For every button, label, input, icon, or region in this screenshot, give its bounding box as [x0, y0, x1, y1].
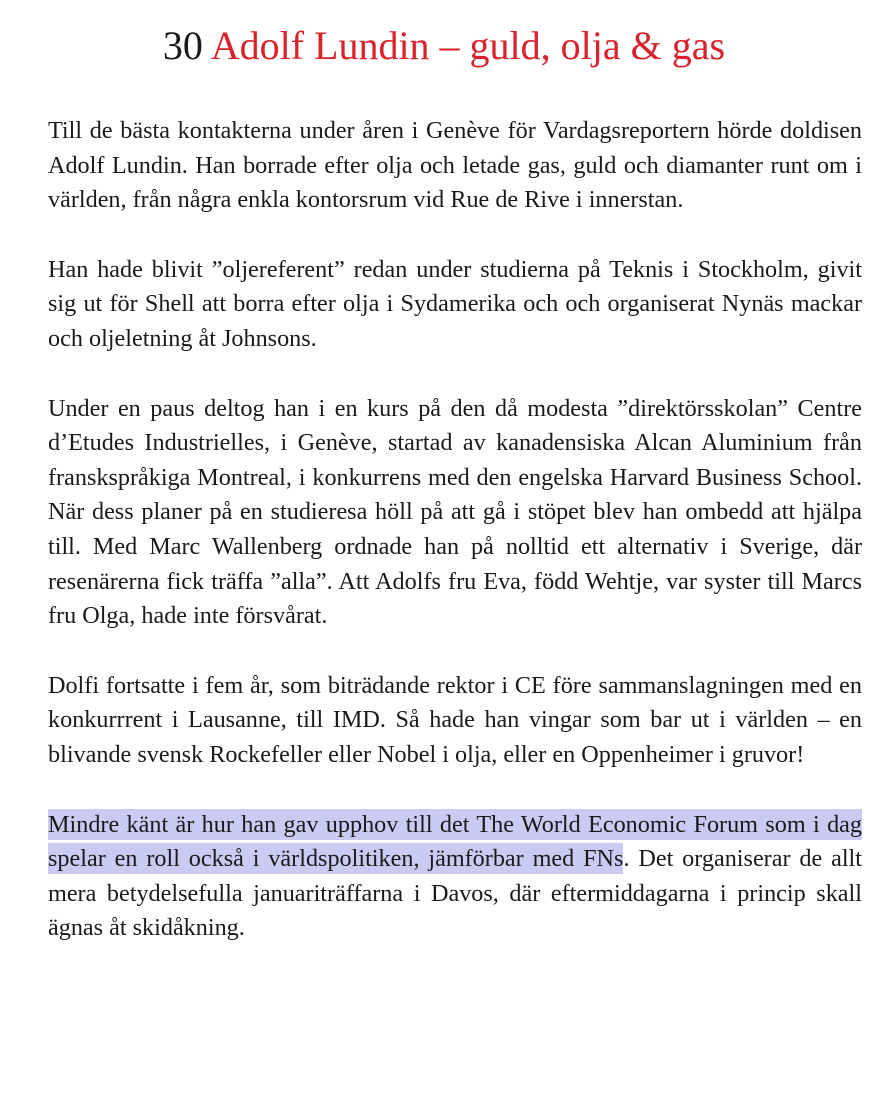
chapter-heading — [0, 18, 888, 74]
highlighted-text: Mindre känt är hur han gav upphov till det The World Economic Forum som i dag spelar en roll också i världspolitiken, jämförbar med FNs — [48, 810, 862, 873]
chapter-title: Adolf Lundin – guld, olja & gas — [210, 23, 726, 68]
body-text — [48, 114, 862, 946]
paragraph-3: Under en paus deltog han i en kurs på den då modesta ”direktörsskolan” Centre d’Etudes Industrielles, i Genève, startad av kanadensiska Alcan Aluminium från franskspråkiga Montreal, i konkurrens med den engelska Harvard Business School. När dess planer på en studieresa höll på att gå i stöpet blev han ombedd att hjälpa till. Med Marc Wallenberg ordnade han på nolltid ett alternativ i Sverige, där resenärerna fick träffa ”alla”. Att Adolfs fru Eva, född Wehtje, var syster till Marcs fru Olga, hade inte försvårat. — [48, 394, 862, 630]
paragraph-5 — [48, 808, 862, 946]
paragraph-5-rest: . Det organiserar de allt mera betydelsefulla januariträffarna i Davos, där eftermiddagarna i princip skall ägnas åt skidåkning. — [48, 845, 862, 942]
chapter-number: 30 — [162, 23, 203, 68]
paragraph-4: Dolfi fortsatte i fem år, som biträdande rektor i CE före sammanslagningen med en konkurrrent i Lausanne, till IMD. Så hade han vingar som bar ut i världen – en blivande svensk Rockefeller eller Nobel i olja, eller en Oppenheimer i gruvor! — [48, 671, 862, 768]
paragraph-2: Han hade blivit ”oljereferent” redan under studierna på Teknis i Stockholm, givit sig ut för Shell att borra efter olja i Sydamerika och och organiserat Nynäs mackar och oljeletning åt Johnsons. — [48, 255, 862, 352]
paragraph-1: Till de bästa kontakterna under åren i Genève för Vardagsreportern hörde doldisen Adolf Lundin. Han borrade efter olja och letade gas, guld och diamanter runt om i världen, från några enkla kontorsrum vid Rue de Rive i innerstan. — [48, 117, 862, 214]
